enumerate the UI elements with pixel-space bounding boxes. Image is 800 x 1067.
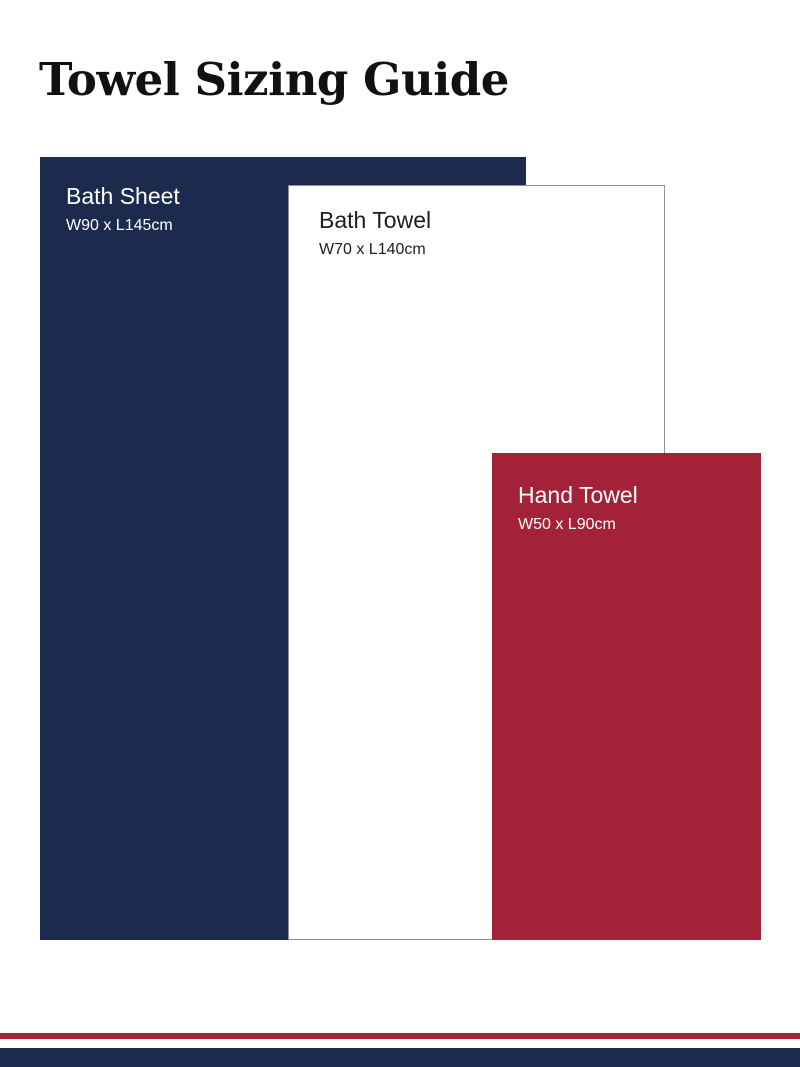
bath-towel-dimensions: W70 x L140cm bbox=[319, 241, 426, 258]
hand-towel-name: Hand Towel bbox=[518, 482, 638, 508]
hand-towel-rect bbox=[492, 453, 761, 940]
bath-sheet-name: Bath Sheet bbox=[66, 183, 180, 209]
page-title: Towel Sizing Guide bbox=[39, 53, 509, 106]
bath-sheet-dimensions: W90 x L145cm bbox=[66, 217, 173, 234]
footer-navy-bar bbox=[0, 1048, 800, 1067]
hand-towel-dimensions: W50 x L90cm bbox=[518, 516, 616, 533]
footer-red-stripe bbox=[0, 1033, 800, 1039]
bath-towel-name: Bath Towel bbox=[319, 207, 432, 233]
